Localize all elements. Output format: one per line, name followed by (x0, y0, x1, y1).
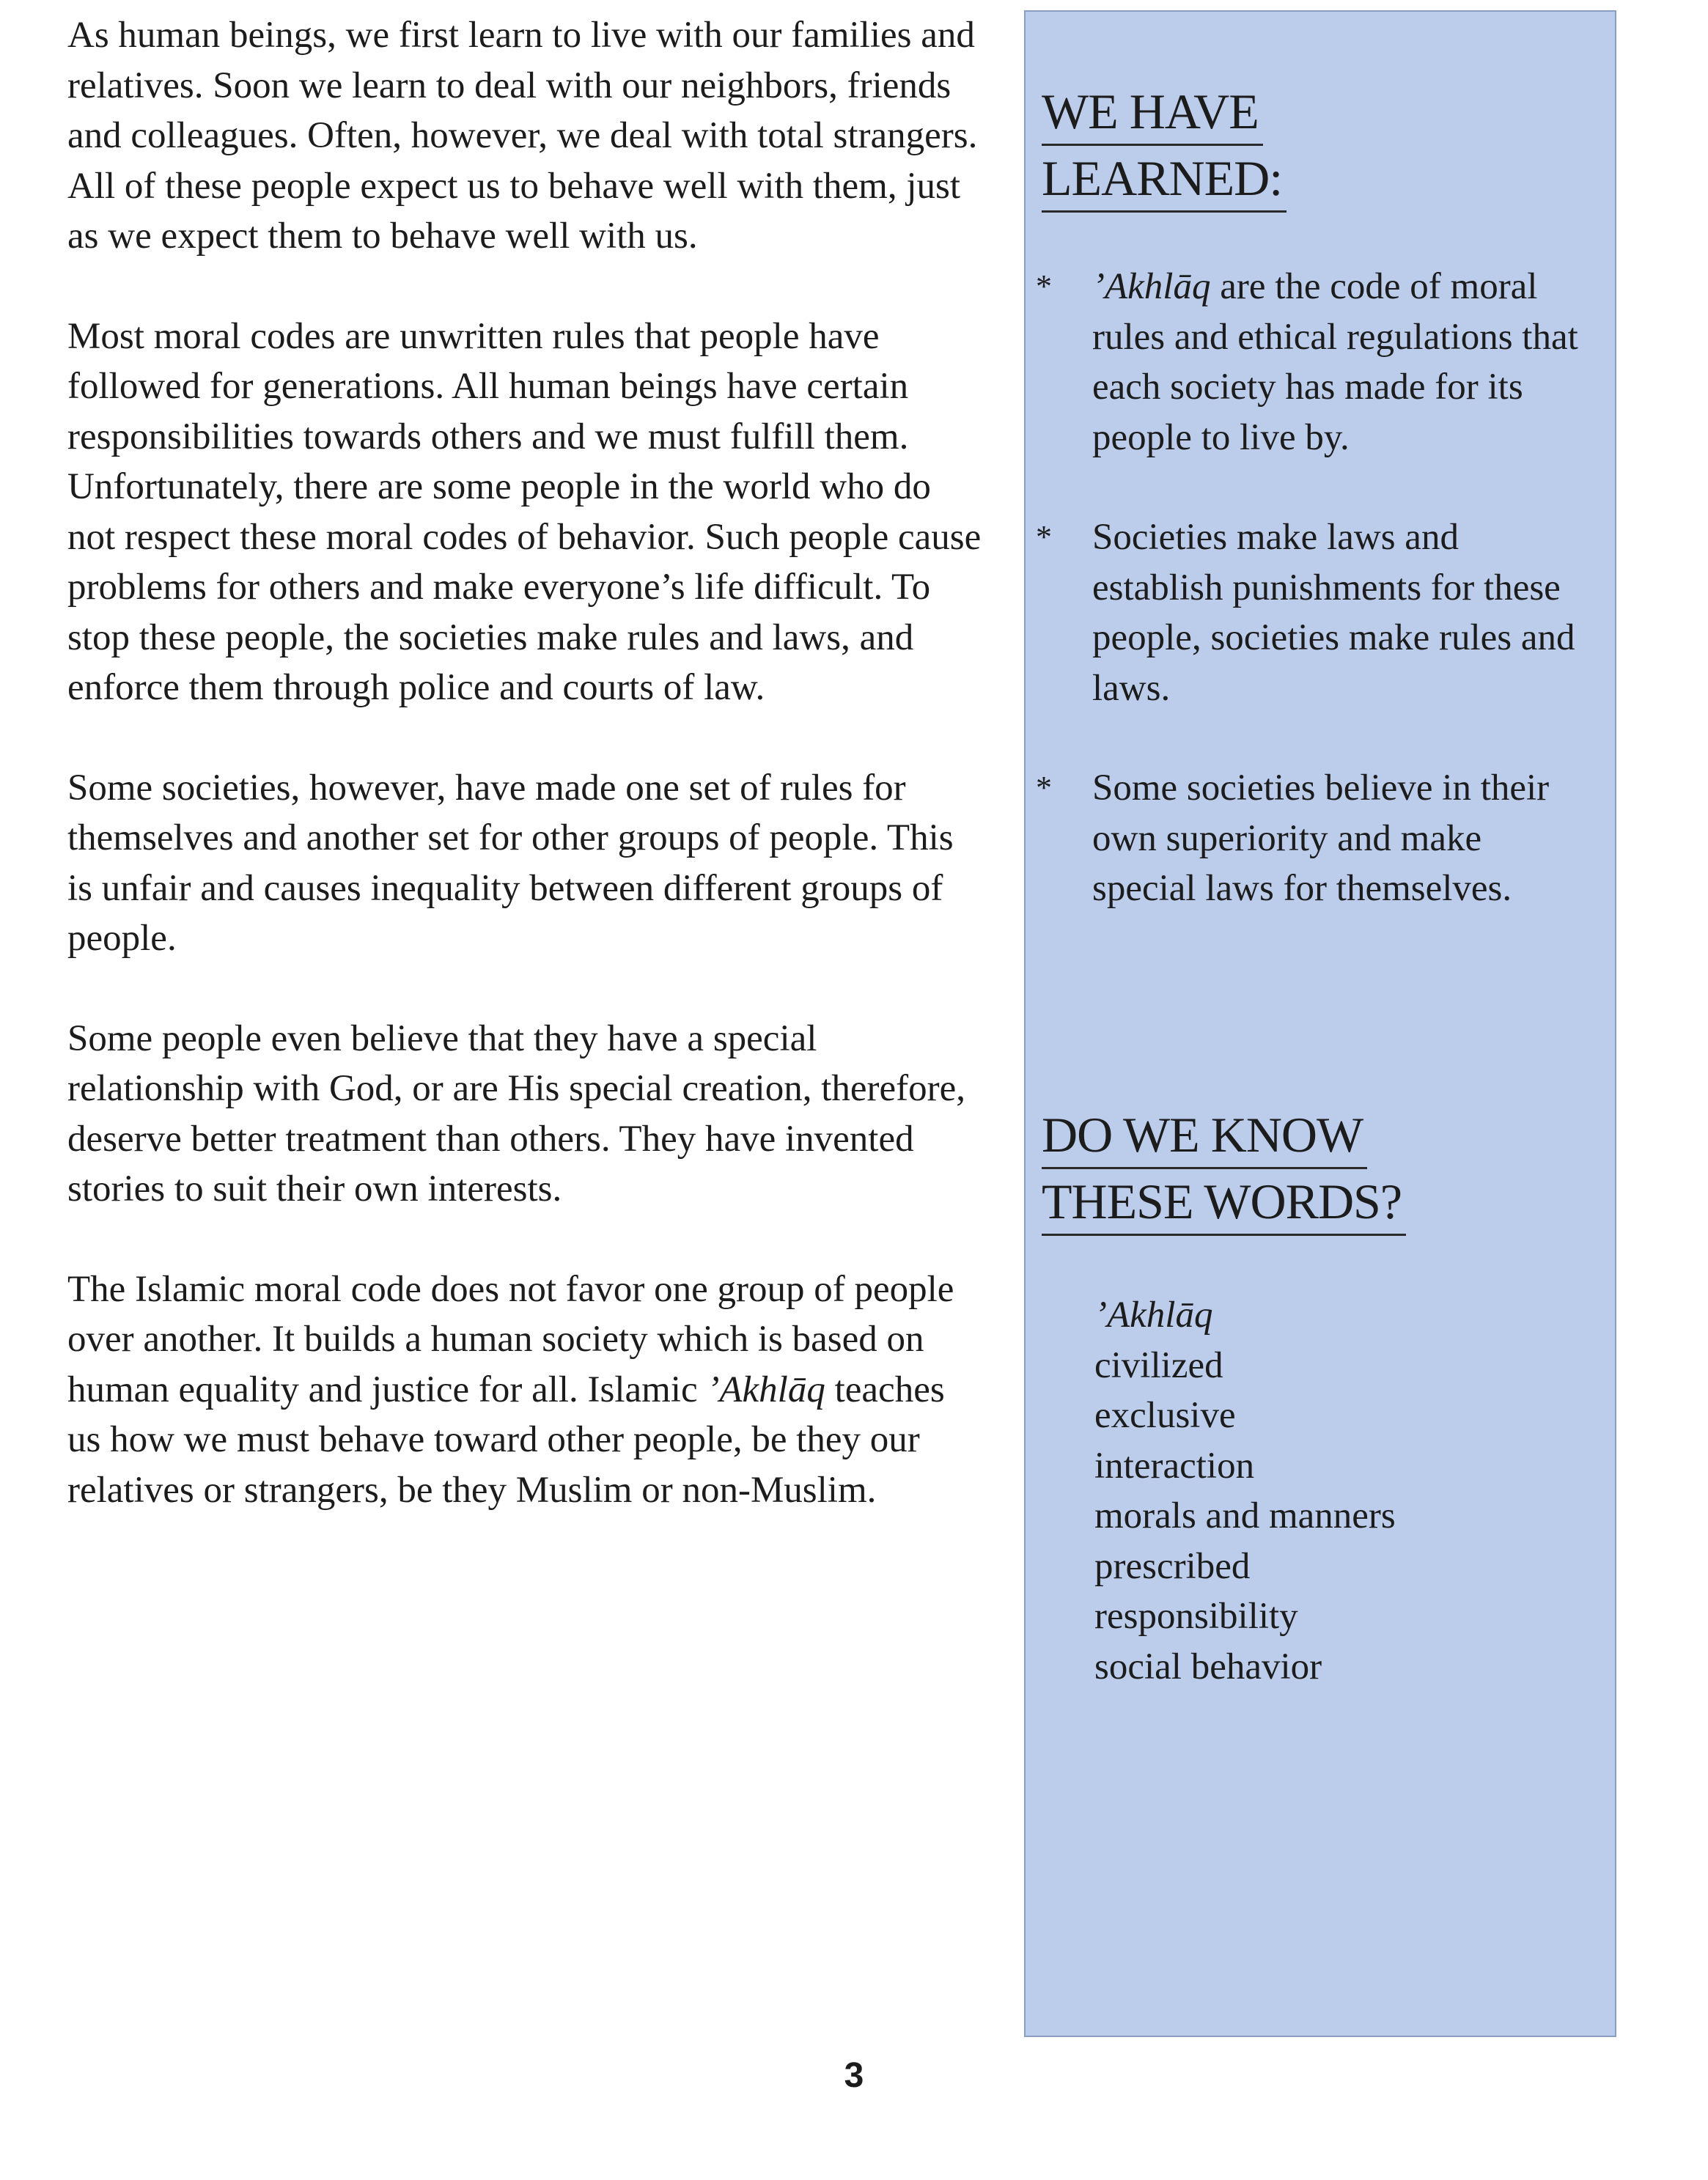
paragraph-2: Most moral codes are unwritten rules that people have followed for generations. All human beings have certain responsibilities towards others and we must fulfill them. Unfortunately, there are some people in the world who do not respect these moral codes of behavior. Such people cause problems for others and make everyone’s life difficult. To stop these people, the societies make rules and laws, and enforce them through police and courts of law. (67, 315, 982, 708)
learned-point (1036, 512, 1593, 713)
paragraph-5-term: ’Akhlāq (707, 1369, 825, 1410)
vocabulary-list (1094, 1290, 1396, 1692)
vocabulary-term: responsibility (1094, 1596, 1298, 1637)
we-have-learned-heading (1042, 79, 1286, 213)
summary-sidebar (1024, 10, 1616, 2037)
asterisk-bullet: * (1036, 770, 1052, 806)
do-we-know-these-words-heading (1042, 1102, 1406, 1236)
we-have-learned-line2-text: LEARNED (1042, 150, 1270, 206)
paragraph-5 (67, 1264, 984, 1516)
vocabulary-term (1094, 1290, 1396, 1341)
learned-point-text: Societies make laws and establish punishments for these people, societies make rules and laws. (1092, 517, 1575, 709)
vocabulary-term: prescribed (1094, 1545, 1251, 1587)
paragraph-5-end: teaches us how we must behave toward other people, be they our relatives or strangers, be they Muslim or non-Muslim. (67, 1369, 945, 1511)
vocabulary-term: morals and manners (1094, 1495, 1396, 1536)
learned-points-list (1036, 262, 1593, 964)
words-heading-line1: DO WE KNOW (1042, 1102, 1367, 1169)
learned-point (1036, 763, 1593, 914)
vocabulary-term: interaction (1094, 1445, 1255, 1487)
page-number: 3 (844, 2056, 864, 2095)
words-heading-line2: THESE WORDS? (1042, 1169, 1406, 1236)
vocabulary-term: civilized (1094, 1344, 1223, 1386)
paragraph-3: Some societies, however, have made one set of rules for themselves and another set for other groups of people. This is unfair and causes inequality between different groups of people. (67, 767, 954, 959)
learned-point-text: are the code of moral rules and ethical regulations that each society has made for its people to live by. (1092, 266, 1578, 458)
learned-point-text: Some societies believe in their own superiority and make special laws for themselves. (1092, 767, 1550, 909)
paragraph-4: Some people even believe that they have a special relationship with God, or are His special creation, therefore, deserve better treatment than others. They have invented stories to suit their own interests. (67, 1017, 965, 1209)
vocabulary-term: exclusive (1094, 1395, 1236, 1436)
learned-point-term: ’Akhlāq (1092, 266, 1211, 307)
vocabulary-term-akhlaq: ’Akhlāq (1094, 1295, 1213, 1336)
we-have-learned-line1: WE HAVE (1042, 79, 1263, 146)
we-have-learned-line2 (1042, 146, 1286, 213)
learned-point (1036, 262, 1593, 463)
vocabulary-term: social behavior (1094, 1646, 1322, 1687)
paragraph-1: As human beings, we first learn to live with our families and relatives. Soon we learn to deal with our neighbors, friends and colleagues. Often, however, we deal with total strangers. All of these people expect us to behave well with them, just as we expect them to behave well with us. (67, 15, 978, 257)
we-have-learned-colon: : (1269, 150, 1283, 206)
asterisk-bullet: * (1036, 519, 1052, 555)
paragraph-5-start: The Islamic moral code does not favor one group of people over another. It builds a human society which is based on human equality and justice for all. Islamic (67, 1268, 954, 1410)
main-text-column (67, 10, 984, 1565)
asterisk-bullet: * (1036, 268, 1052, 304)
